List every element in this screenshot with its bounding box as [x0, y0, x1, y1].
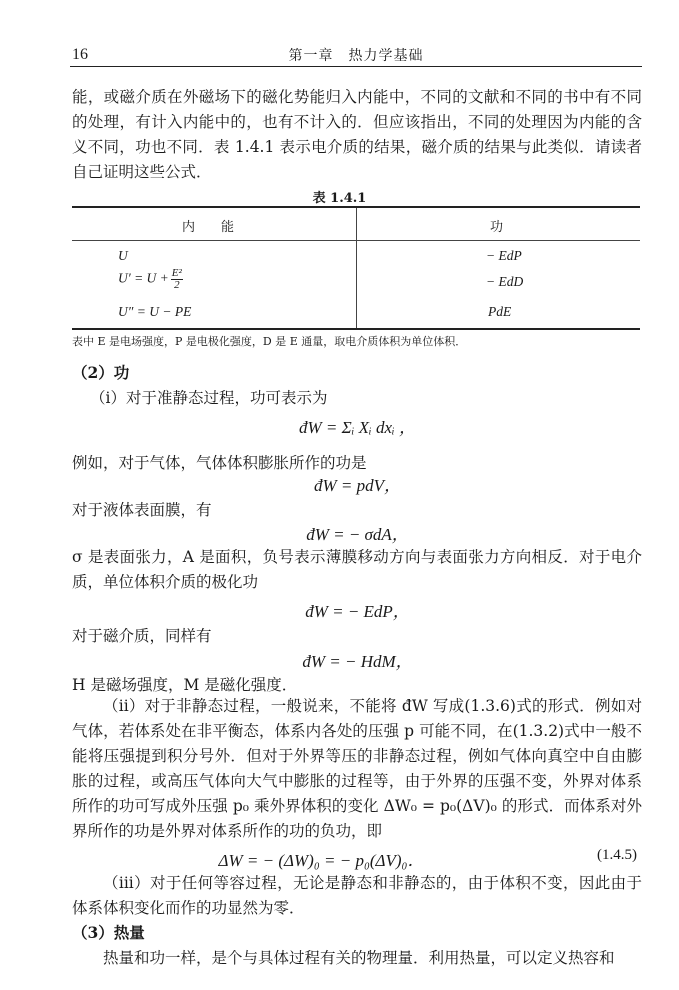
formula-general-work: đW = Σᵢ Xᵢ dxᵢ ， [299, 418, 416, 437]
section-2-heading: （2）功 [72, 363, 130, 382]
table-cell-energy-1: U [118, 248, 128, 263]
table-cell-work-1: − EdP [486, 248, 522, 263]
formula-dielectric: đW = − EdP， [305, 602, 410, 621]
liquid-text: 对于液体表面膜，有 [72, 501, 212, 519]
formula-magnetic: đW = − HdM， [302, 652, 413, 671]
fraction [171, 268, 183, 291]
table-cell-energy-3: U″ = U − PE [118, 304, 192, 319]
fraction-denominator: 2 [174, 279, 180, 291]
h-m-text: H 是磁场强度，M 是磁化强度． [72, 676, 298, 694]
data-table [72, 206, 640, 330]
table-header-rule [72, 240, 640, 241]
formula-liquid: đW = − σdA， [306, 525, 409, 544]
table-cell-work-3: PdE [488, 304, 512, 319]
equation-number: (1.4.5) [597, 847, 637, 863]
intro-paragraph: 能，或磁介质在外磁场下的磁化势能归入内能中，不同的文献和不同的书中有不同的处理，有计入内能中的，也有不计入的．但应该指出，不同的处理因为内能的含义不同，功也不同．表 1.4.1 表示电介质的结果，磁介质的结果与此类似．请读者自己证明这些公式． [72, 88, 642, 181]
fraction-numerator: E² [171, 267, 182, 279]
section-3-text: 热量和功一样，是个与具体过程有关的物理量．利用热量，可以定义热容和 [103, 949, 615, 967]
page-number: 16 [72, 46, 88, 63]
table-note: 表中 E 是电场强度，P 是电极化强度，D 是 E 通量，取电介质体积为单位体积． [72, 335, 467, 348]
gas-text: 例如，对于气体，气体体积膨胀所作的功是 [72, 454, 367, 472]
section-3-heading: （3）热量 [72, 923, 145, 942]
table-caption: 表 1.4.1 [312, 191, 367, 206]
table-cell-energy-2 [118, 268, 185, 291]
item-i-text: （i）对于准静态过程，功可表示为 [90, 389, 328, 407]
sigma-paragraph: σ 是表面张力，A 是面积，负号表示薄膜移动方向与表面张力方向相反．对于电介质，单位体积介质的极化功 [72, 548, 642, 591]
chapter-title: 第一章 热力学基础 [288, 48, 424, 64]
item-iii-paragraph: （iii）对于任何等容过程，无论是静态和非静态的，由于体积不变，因此由于体系体积变化而作的功显然为零． [72, 874, 642, 917]
table-divider [356, 208, 357, 328]
table-header-energy: 内 能 [182, 220, 235, 235]
energy-2-prefix: U′ = U + [118, 270, 169, 286]
item-ii-paragraph: （ii）对于非静态过程，一般说来，不能将 đW 写成(1.3.6)式的形式．例如对气体，若体系处在非平衡态，体系内各处的压强 p 可能不同，在(1.3.2)式中一般不能将压强提到积分号外．但对于外界等压的非静态过程，例如气体向真空中自由膨胀的过程，或高压气体向大气中膨胀的过程等，由于外界的压强不变，外界对体系所作的功可写成外压强 p₀ 乘外界体积的变化 ΔW₀ = p₀(ΔV)₀ 的形式．而体系对外界所作的功是外界对体系所作的功的负功，即 [72, 697, 642, 840]
formula-gas: đW = pdV， [313, 476, 402, 495]
table-cell-work-2: − EdD [486, 274, 524, 289]
formula-ii: ΔW = − (ΔW)₀ = − p₀(ΔV)₀． [218, 851, 425, 870]
magnetic-text: 对于磁介质，同样有 [72, 627, 212, 645]
table-header-work: 功 [490, 220, 504, 235]
running-header [70, 44, 642, 67]
